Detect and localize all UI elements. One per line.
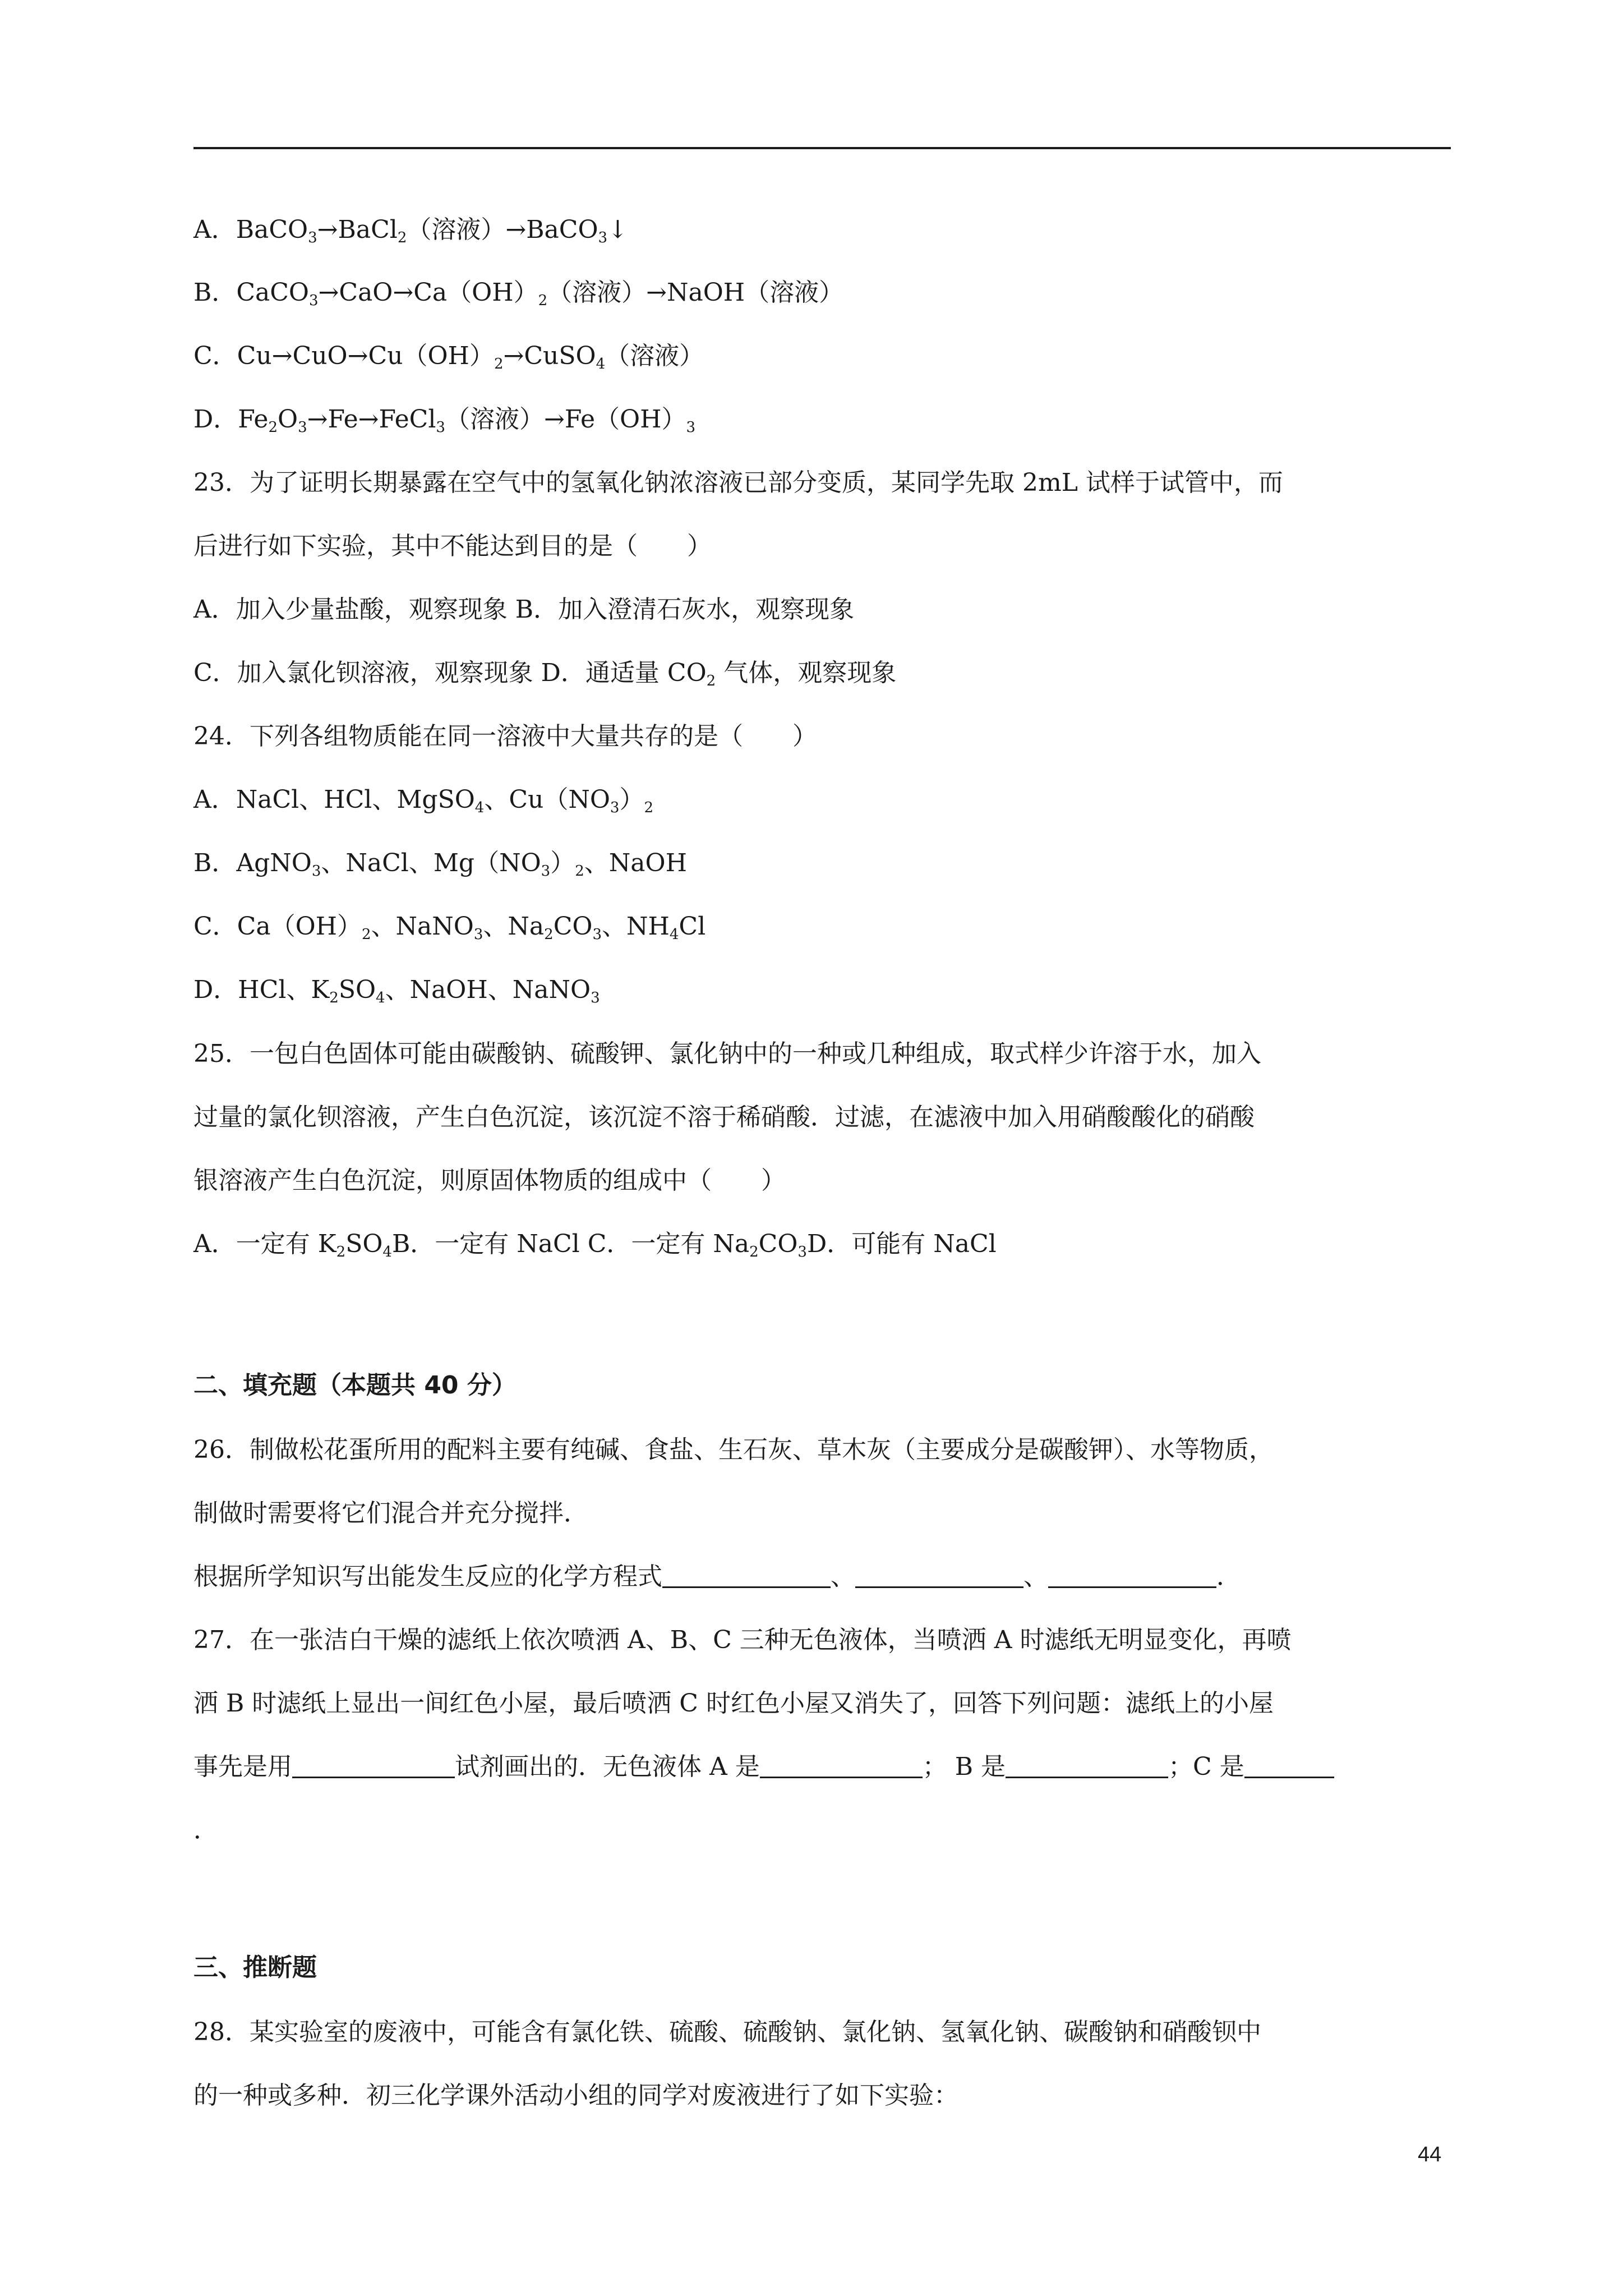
page-number: 44: [1418, 2143, 1442, 2166]
q25-options: A．一定有 $K_2SO_4B$．一定有 NaCl C．一定有 $Na_2CO_3D$．可能有 NaCl: [193, 1230, 997, 1260]
q26-stem-line1: 26．制做松花蛋所用的配料主要有纯碱、食盐、生石灰、草木灰（主要成分是碳酸钾）、水等物质，: [193, 1435, 1274, 1464]
q25-stem-line2: 过量的氯化钡溶液，产生白色沉淀，该沉淀不溶于稀硝酸．过滤，在滤液中加入用硝酸酸化的硝酸: [193, 1103, 1255, 1131]
q24-option-d: D．HCl、$K_2SO_4$、NaOH、NaNO$_3$: [193, 976, 600, 1006]
q24-option-c: C．$Ca(OH)_2$、NaNO$_3$、$Na_2CO_3$、$NH_4Cl$: [193, 912, 706, 943]
answer-blank[interactable]: [292, 1752, 455, 1778]
q22-option-a: A．BaCO$_3$→BaCl$_2$（溶液）→BaCO$_3$↓: [193, 215, 628, 246]
q22-option-c: C．$Cu\to CuO\to Cu(OH)_2\to CuSO_4$（溶液）: [193, 342, 704, 372]
q26-stem-line2: 制做时需要将它们混合并充分搅拌．: [193, 1499, 588, 1527]
answer-blank[interactable]: [855, 1562, 1023, 1588]
q28-stem-line2: 的一种或多种．初三化学课外活动小组的同学对废液进行了如下实验：: [193, 2081, 958, 2110]
section-heading-inference: 三、推断题: [193, 1953, 317, 1982]
q27-stem-line2: 洒 B 时滤纸上显出一间红色小屋，最后喷洒 C 时红色小屋又消失了，回答下列问题：滤纸上的小屋: [193, 1689, 1274, 1718]
header-rule: [193, 147, 1451, 149]
q27-end-mark: ．: [193, 1816, 218, 1844]
q26-answer-line: 根据所学知识写出能发生反应的化学方程式 、 、 ．: [193, 1562, 1241, 1591]
answer-blank[interactable]: [760, 1752, 923, 1778]
q24-option-b: B．AgNO$_3$、NaCl、$Mg(NO_3)_2$、NaOH: [193, 849, 687, 880]
q23-options-ab: A．加入少量盐酸，观察现象 B．加入澄清石灰水，观察现象: [193, 595, 855, 624]
answer-blank[interactable]: [1244, 1752, 1334, 1778]
q23-options-cd: C．加入氯化钡溶液，观察现象 D．通适量 $CO_2$ 气体，观察现象: [193, 659, 897, 689]
answer-blank[interactable]: [662, 1562, 831, 1588]
section-heading-fill-in: 二、填充题（本题共 40 分）: [193, 1371, 517, 1400]
q24-option-a: A．NaCl、HCl、MgSO$_4$、$Cu(NO_3)_2$: [193, 785, 654, 816]
q27-answer-line: 事先是用 试剂画出的．无色液体 A 是 ； B 是 ；C 是: [193, 1750, 1455, 1784]
q25-stem-line1: 25．一包白色固体可能由碳酸钠、硫酸钾、氯化钠中的一种或几种组成，取式样少许溶于水，加入: [193, 1039, 1261, 1068]
q22-option-b: B．$CaCO_3\to CaO\to Ca(OH)_2$（溶液）→NaOH（溶液）: [193, 278, 844, 309]
q28-stem-line1: 28．某实验室的废液中，可能含有氯化铁、硫酸、硫酸钠、氯化钠、氢氧化钠、碳酸钠和硝酸钡中: [193, 2018, 1261, 2046]
q27-stem-line1: 27．在一张洁白干燥的滤纸上依次喷洒 A、B、C 三种无色液体，当喷洒 A 时滤纸无明显变化，再喷: [193, 1626, 1292, 1654]
q24-stem: 24．下列各组物质能在同一溶液中大量共存的是（ ）: [193, 722, 817, 751]
q23-stem-line2: 后进行如下实验，其中不能达到目的是（ ）: [193, 532, 712, 560]
answer-blank[interactable]: [1006, 1752, 1168, 1778]
q25-stem-line3: 银溶液产生白色沉淀，则原固体物质的组成中（ ）: [193, 1166, 786, 1195]
answer-blank[interactable]: [1048, 1562, 1216, 1588]
q23-stem-line1: 23．为了证明长期暴露在空气中的氢氧化钠浓溶液已部分变质，某同学先取 2mL 试样于试管中，而: [193, 468, 1283, 497]
q22-option-d: D．$Fe_2O_3\to Fe\to FeCl_3$（溶液）$\to Fe(OH)_3$: [193, 405, 695, 436]
